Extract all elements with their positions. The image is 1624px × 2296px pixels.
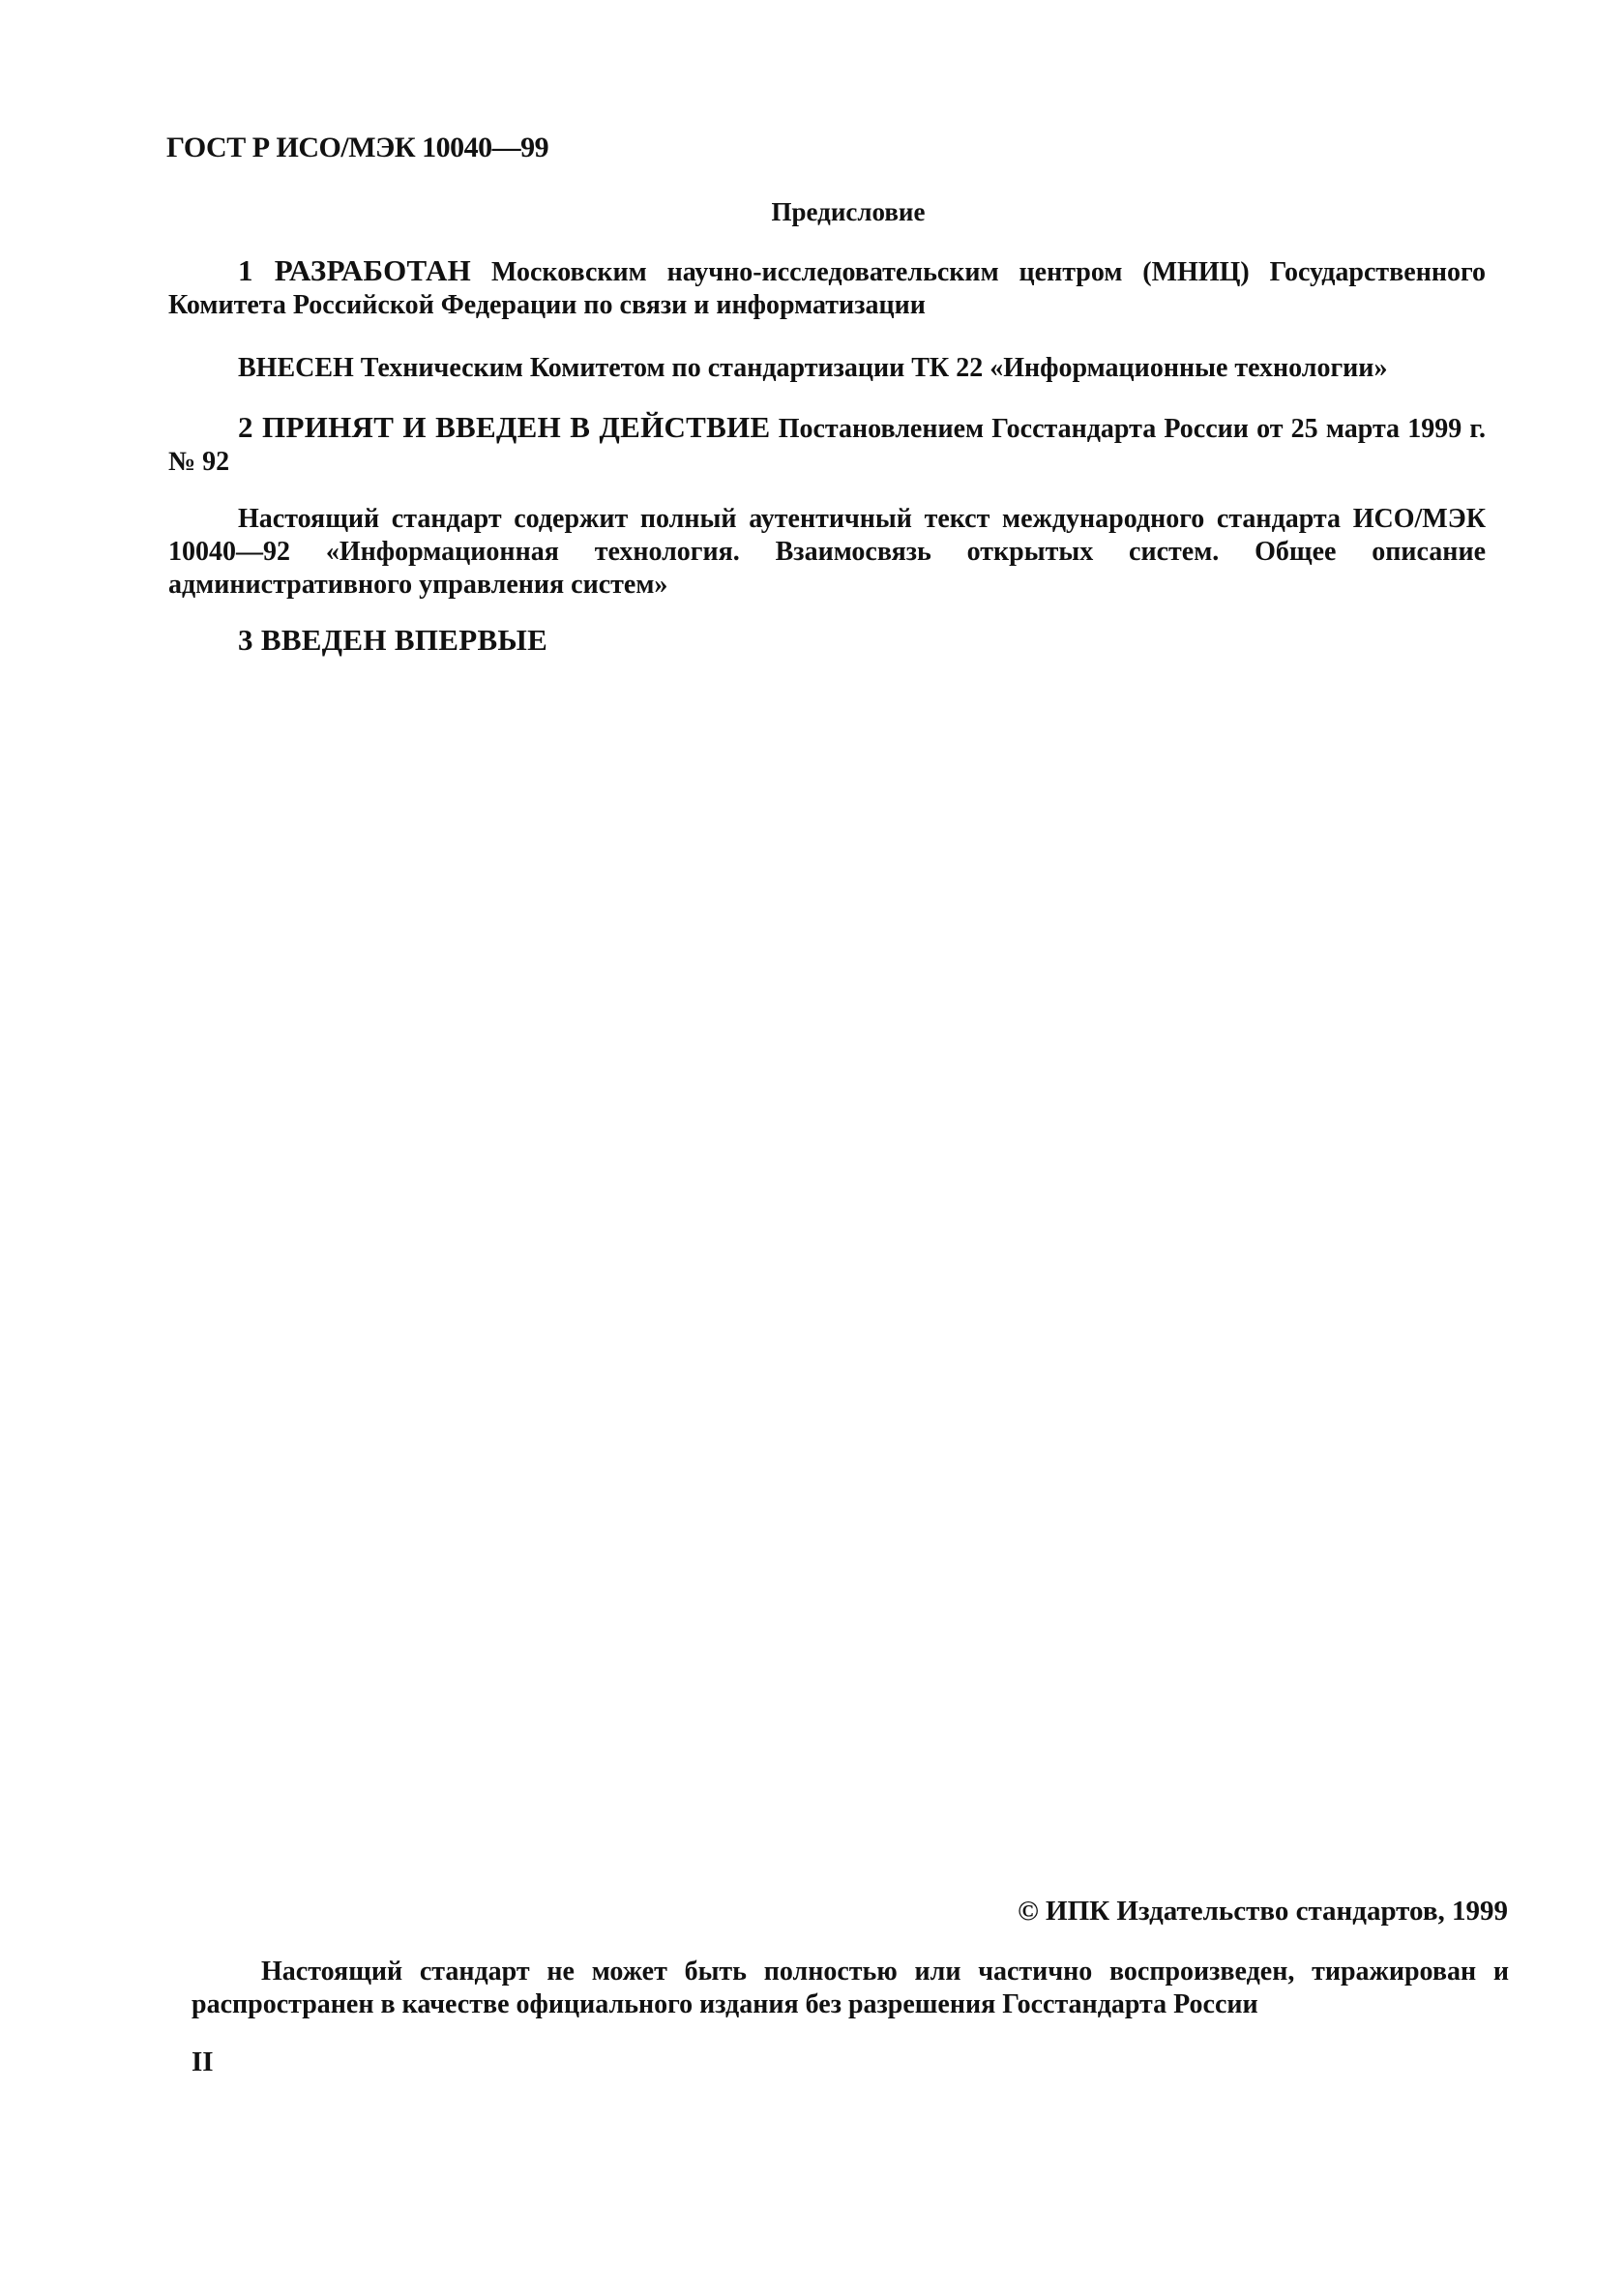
foreword-item-key: 2 ПРИНЯТ И ВВЕДЕН В ДЕЙСТВИЕ	[238, 410, 771, 444]
foreword-item-text: Московским научно-исследовательским центром (МНИЦ) Государственного Комитета Российской Федерации по связи и информатизации	[168, 257, 1486, 320]
foreword-title: Предисловие	[771, 197, 926, 226]
copyright-line: © ИПК Издательство стандартов, 1999	[1018, 1896, 1508, 1927]
foreword-item-introduced-by	[168, 352, 1486, 385]
document-designation: ГОСТ Р ИСО/МЭК 10040—99	[166, 132, 549, 163]
foreword-item-adopted	[168, 411, 1486, 479]
foreword-item-first-introduced	[168, 624, 1486, 659]
foreword-item-developed	[168, 254, 1486, 322]
foreword-item-key: 3 ВВЕДЕН ВПЕРВЫЕ	[238, 623, 548, 657]
foreword-item-text: Настоящий стандарт содержит полный аутентичный текст международного стандарта ИСО/МЭК 10040—92 «Информационная технология. Взаимосвязь открытых систем. Общее описание административного управления систем»	[168, 504, 1486, 600]
reproduction-notice: Настоящий стандарт не может быть полностью или частично воспроизведен, тиражирован и распространен в качестве официального издания без разрешения Госстандарта России	[192, 1957, 1509, 2019]
foreword-item-text: ВНЕСЕН Техническим Комитетом по стандартизации ТК 22 «Информационные технологии»	[238, 353, 1388, 383]
foreword-item-authentic-text	[168, 503, 1486, 602]
foreword-item-key: 1 РАЗРАБОТАН	[238, 253, 472, 287]
page-number: II	[192, 2046, 214, 2077]
foreword-item-text: Постановлением Госстандарта России от 25 марта 1999 г. № 92	[168, 414, 1486, 477]
